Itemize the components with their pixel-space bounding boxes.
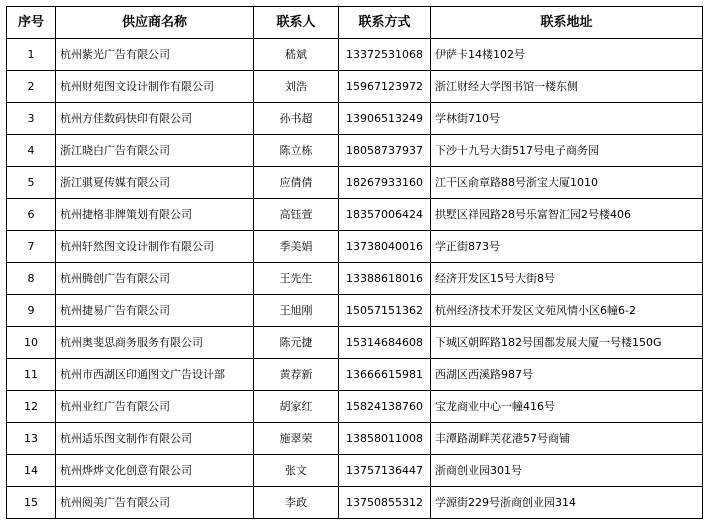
cell-phone: 13372531068 (339, 39, 431, 71)
cell-address: 浙商创业园301号 (431, 455, 703, 487)
header-contact: 联系人 (254, 7, 339, 39)
table-row (7, 135, 703, 167)
table-row (7, 423, 703, 455)
cell-no: 12 (7, 391, 56, 423)
cell-contact-person: 应倩倩 (254, 167, 339, 199)
table-row (7, 359, 703, 391)
cell-supplier-name: 杭州市西湖区印通图文广告设计部 (56, 359, 254, 391)
cell-address: 下沙十九号大街517号电子商务园 (431, 135, 703, 167)
cell-no: 5 (7, 167, 56, 199)
cell-no: 6 (7, 199, 56, 231)
cell-no: 3 (7, 103, 56, 135)
cell-contact-person: 陈立栋 (254, 135, 339, 167)
cell-contact-person: 施翠荣 (254, 423, 339, 455)
cell-phone: 15314684608 (339, 327, 431, 359)
cell-no: 11 (7, 359, 56, 391)
cell-address: 浙江财经大学图书馆一楼东侧 (431, 71, 703, 103)
cell-phone: 13388618016 (339, 263, 431, 295)
cell-phone: 13858011008 (339, 423, 431, 455)
cell-phone: 15824138760 (339, 391, 431, 423)
cell-address: 江干区俞章路88号浙宝大厦1010 (431, 167, 703, 199)
header-row (7, 7, 703, 39)
table-row (7, 39, 703, 71)
cell-supplier-name: 杭州烨烨文化创意有限公司 (56, 455, 254, 487)
table-row (7, 263, 703, 295)
cell-no: 2 (7, 71, 56, 103)
cell-no: 4 (7, 135, 56, 167)
cell-supplier-name: 杭州腾创广告有限公司 (56, 263, 254, 295)
cell-phone: 13757136447 (339, 455, 431, 487)
cell-address: 学源街229号浙商创业园314 (431, 487, 703, 519)
cell-no: 14 (7, 455, 56, 487)
cell-address: 下城区朝晖路182号国都发展大厦一号楼150G (431, 327, 703, 359)
cell-contact-person: 王先生 (254, 263, 339, 295)
cell-supplier-name: 浙江骐夏传媒有限公司 (56, 167, 254, 199)
cell-phone: 18357006424 (339, 199, 431, 231)
cell-phone: 13750855312 (339, 487, 431, 519)
table-row (7, 199, 703, 231)
cell-address: 杭州经济技术开发区文苑风情小区6幢6-2 (431, 295, 703, 327)
cell-address: 伊萨卡14楼102号 (431, 39, 703, 71)
cell-phone: 13906513249 (339, 103, 431, 135)
cell-supplier-name: 杭州方佳数码快印有限公司 (56, 103, 254, 135)
header-phone: 联系方式 (339, 7, 431, 39)
cell-contact-person: 王旭刚 (254, 295, 339, 327)
table-row (7, 487, 703, 519)
cell-contact-person: 高钰萱 (254, 199, 339, 231)
cell-supplier-name: 杭州业红广告有限公司 (56, 391, 254, 423)
cell-address: 丰潭路湖畔芙花港57号商铺 (431, 423, 703, 455)
cell-contact-person: 刘浩 (254, 71, 339, 103)
table-row (7, 295, 703, 327)
cell-supplier-name: 杭州适乐图文制作有限公司 (56, 423, 254, 455)
cell-address: 宝龙商业中心一幢416号 (431, 391, 703, 423)
cell-address: 西湖区西溪路987号 (431, 359, 703, 391)
cell-address: 经济开发区15号大街8号 (431, 263, 703, 295)
cell-address: 拱墅区祥园路28号乐富智汇园2号楼406 (431, 199, 703, 231)
table-row (7, 167, 703, 199)
supplier-table (6, 6, 703, 519)
cell-contact-person: 张文 (254, 455, 339, 487)
cell-address: 学林街710号 (431, 103, 703, 135)
cell-supplier-name: 浙江晓白广告有限公司 (56, 135, 254, 167)
cell-phone: 18267933160 (339, 167, 431, 199)
cell-contact-person: 孙书超 (254, 103, 339, 135)
cell-no: 13 (7, 423, 56, 455)
cell-address: 学正街873号 (431, 231, 703, 263)
cell-no: 1 (7, 39, 56, 71)
cell-contact-person: 黄荐新 (254, 359, 339, 391)
cell-phone: 13738040016 (339, 231, 431, 263)
cell-supplier-name: 杭州轩然图文设计制作有限公司 (56, 231, 254, 263)
cell-supplier-name: 杭州紫光广告有限公司 (56, 39, 254, 71)
cell-no: 7 (7, 231, 56, 263)
header-address: 联系地址 (431, 7, 703, 39)
table-row (7, 391, 703, 423)
cell-contact-person: 季美娟 (254, 231, 339, 263)
cell-no: 10 (7, 327, 56, 359)
cell-phone: 15967123972 (339, 71, 431, 103)
table-row (7, 455, 703, 487)
table-row (7, 103, 703, 135)
cell-phone: 13666615981 (339, 359, 431, 391)
cell-phone: 18058737937 (339, 135, 431, 167)
cell-no: 9 (7, 295, 56, 327)
cell-no: 8 (7, 263, 56, 295)
table-row (7, 327, 703, 359)
cell-supplier-name: 杭州奥斐思商务服务有限公司 (56, 327, 254, 359)
header-no: 序号 (7, 7, 56, 39)
cell-contact-person: 胡家红 (254, 391, 339, 423)
cell-supplier-name: 杭州捷易广告有限公司 (56, 295, 254, 327)
table-row (7, 71, 703, 103)
header-name: 供应商名称 (56, 7, 254, 39)
table-body (7, 39, 703, 519)
cell-no: 15 (7, 487, 56, 519)
cell-supplier-name: 杭州阅美广告有限公司 (56, 487, 254, 519)
cell-supplier-name: 杭州财苑图文设计制作有限公司 (56, 71, 254, 103)
cell-contact-person: 李政 (254, 487, 339, 519)
table-row (7, 231, 703, 263)
cell-phone: 15057151362 (339, 295, 431, 327)
cell-supplier-name: 杭州捷格非牌策划有限公司 (56, 199, 254, 231)
cell-contact-person: 陈元捷 (254, 327, 339, 359)
cell-contact-person: 嵇斌 (254, 39, 339, 71)
